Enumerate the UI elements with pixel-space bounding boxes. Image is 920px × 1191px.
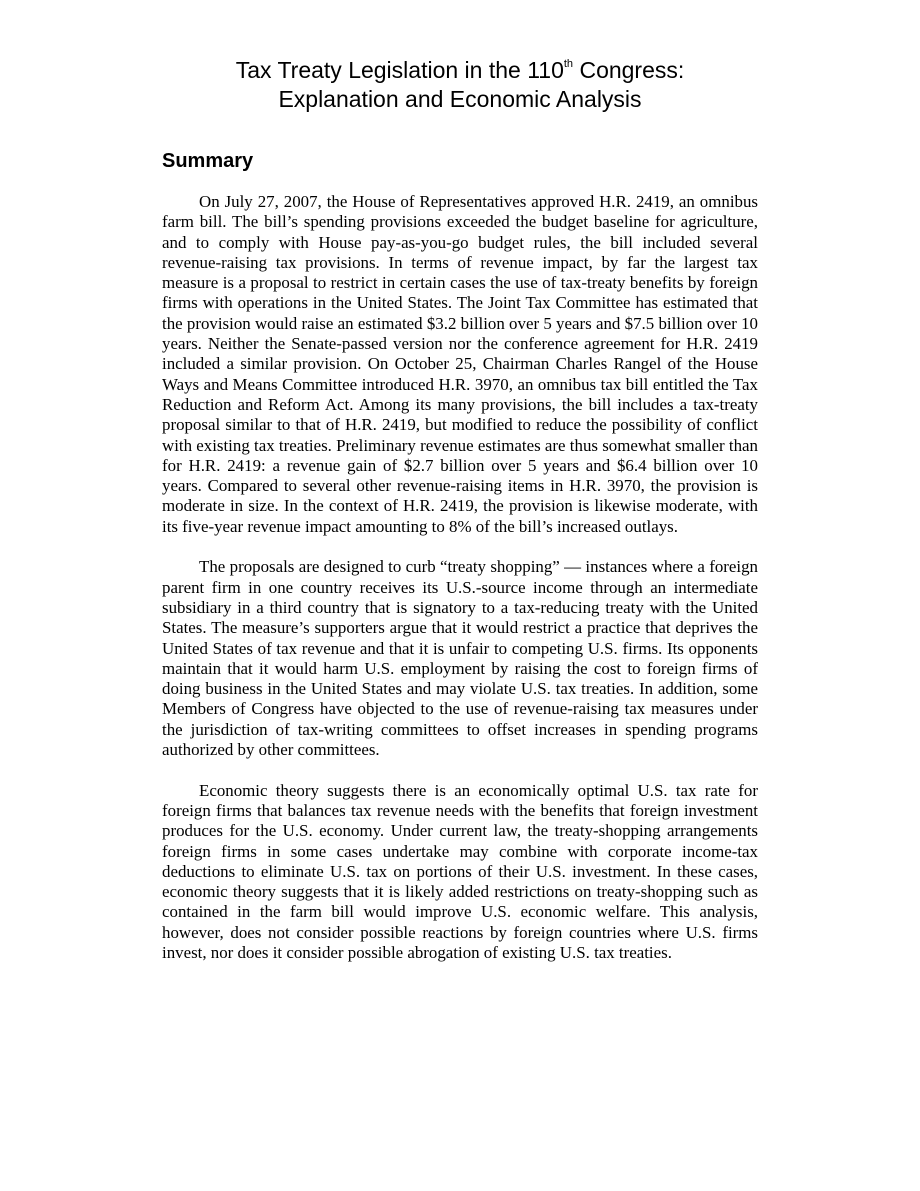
title-superscript: th xyxy=(563,58,574,70)
title-line-1-text: Tax Treaty Legislation in the 110 xyxy=(235,57,564,83)
title-line-1 xyxy=(162,56,758,85)
summary-body xyxy=(162,192,758,984)
document-title xyxy=(162,56,758,114)
paragraph-3: Economic theory suggests there is an economically optimal U.S. tax rate for foreign firms that balances tax revenue needs with the benefits that foreign investment produces for the U.S. economy. Under current law, the treaty-shopping arrangements foreign firms in some cases undertake may combine with corporate income-tax deductions to eliminate U.S. tax on portions of their U.S. investment. In these cases, economic theory suggests that it is likely added restrictions on treaty-shopping such as contained in the farm bill would improve U.S. economic welfare. This analysis, however, does not consider possible reactions by foreign countries where U.S. firms invest, nor does it consider possible abrogation of existing U.S. tax treaties. xyxy=(162,780,758,962)
paragraph-1: On July 27, 2007, the House of Representatives approved H.R. 2419, an omnibus farm bill. The bill’s spending provisions exceeded the budget baseline for agriculture, and to comply with House pay-as-you-go budget rules, the bill included several revenue-raising tax provisions. In terms of revenue impact, by far the largest tax measure is a proposal to restrict in certain cases the use of tax-treaty benefits by foreign firms with operations in the United States. The Joint Tax Committee has estimated that the provision would raise an estimated $3.2 billion over 5 years and $7.5 billion over 10 years. Neither the Senate-passed version nor the conference agreement for H.R. 2419 included a similar provision. On October 25, Chairman Charles Rangel of the House Ways and Means Committee introduced H.R. 3970, an omnibus tax bill entitled the Tax Reduction and Reform Act. Among its many provisions, the bill includes a tax-treaty proposal similar to that of H.R. 2419, but modified to reduce the possibility of conflict with existing tax treaties. Preliminary revenue estimates are thus somewhat smaller than for H.R. 2419: a revenue gain of $2.7 billion over 5 years and $6.4 billion over 10 years. Compared to several other revenue-raising items in H.R. 3970, the provision is moderate in size. In the context of H.R. 2419, the provision is likewise moderate, with its five-year revenue impact amounting to 8% of the bill’s increased outlays. xyxy=(162,192,758,536)
paragraph-2: The proposals are designed to curb “treaty shopping” — instances where a foreign parent firm in one country receives its U.S.-source income through an intermediate subsidiary in a third country that is signatory to a tax-reducing treaty with the United States. The measure’s supporters argue that it would restrict a practice that deprives the United States of tax revenue and that it is unfair to competing U.S. firms. Its opponents maintain that it would harm U.S. employment by raising the cost to foreign firms of doing business in the United States and may violate U.S. tax treaties. In addition, some Members of Congress have objected to the use of revenue-raising tax measures under the jurisdiction of tax-writing committees to offset increases in spending programs authorized by other committees. xyxy=(162,557,758,760)
title-line-1-end: Congress: xyxy=(573,57,685,83)
section-heading-summary: Summary xyxy=(162,150,254,172)
title-line-2: Explanation and Economic Analysis xyxy=(278,86,642,112)
